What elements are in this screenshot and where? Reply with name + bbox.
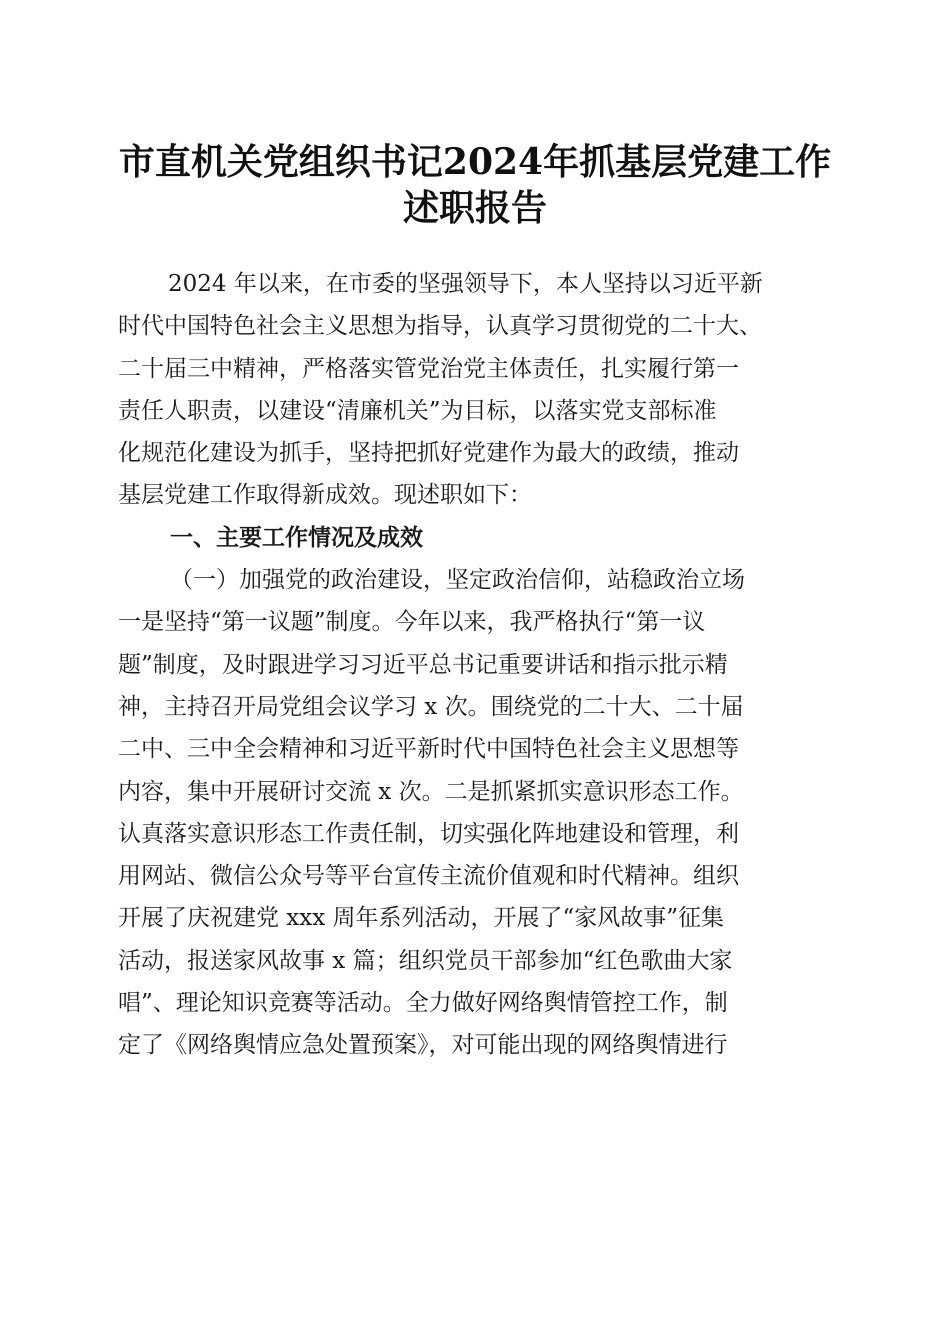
- body-line: 内容，集中开展研讨交流 x 次。二是抓紧抓实意识形态工作。: [118, 778, 744, 805]
- intro-line: 二十届三中精神，严格落实管党治党主体责任，扎实履行第一: [118, 355, 739, 382]
- intro-line: 基层党建工作取得新成效。现述职如下：: [118, 482, 532, 509]
- body-line: 活动，报送家风故事 x 篇；组织党员干部参加“红色歌曲大家: [118, 947, 733, 974]
- document-body: [118, 263, 828, 1067]
- intro-line: 化规范化建设为抓手，坚持把抓好党建作为最大的政绩，推动: [118, 440, 739, 467]
- body-line: 一是坚持“第一议题”制度。今年以来，我严格执行“第一议: [118, 609, 706, 636]
- document-title-line-2: 述职报告: [402, 187, 547, 229]
- body-line: 开展了庆祝建党 xxx 周年系列活动，开展了“家风故事”征集: [118, 905, 725, 932]
- section-heading: 一、主要工作情况及成效: [170, 524, 423, 551]
- intro-line: 时代中国特色社会主义思想为指导，认真学习贯彻党的二十大、: [118, 313, 762, 340]
- body-line: 二中、三中全会精神和习近平新时代中国特色社会主义思想等: [118, 736, 739, 763]
- body-line: 题”制度，及时跟进学习习近平总书记重要讲话和指示批示精: [118, 651, 728, 678]
- document-title-line-1: 市直机关党组织书记2024年抓基层党建工作: [118, 141, 832, 183]
- intro-line: 2024 年以来，在市委的坚强领导下，本人坚持以习近平新: [168, 271, 763, 297]
- body-line: 神，主持召开局党组会议学习 x 次。围绕党的二十大、二十届: [118, 693, 744, 720]
- body-line: 用网站、微信公众号等平台宣传主流价值观和时代精神。组织: [118, 863, 739, 890]
- body-line: 唱”、理论知识竞赛等活动。全力做好网络舆情管控工作，制: [118, 990, 728, 1017]
- body-line: 定了《网络舆情应急处置预案》，对可能出现的网络舆情进行: [118, 1032, 728, 1059]
- body-line: 认真落实意识形态工作责任制，切实强化阵地建设和管理，利: [118, 820, 739, 847]
- subsection-heading: （一）加强党的政治建设，坚定政治信仰，站稳政治立场: [170, 567, 745, 594]
- intro-line: 责任人职责，以建设“清廉机关”为目标，以落实党支部标准: [118, 397, 717, 424]
